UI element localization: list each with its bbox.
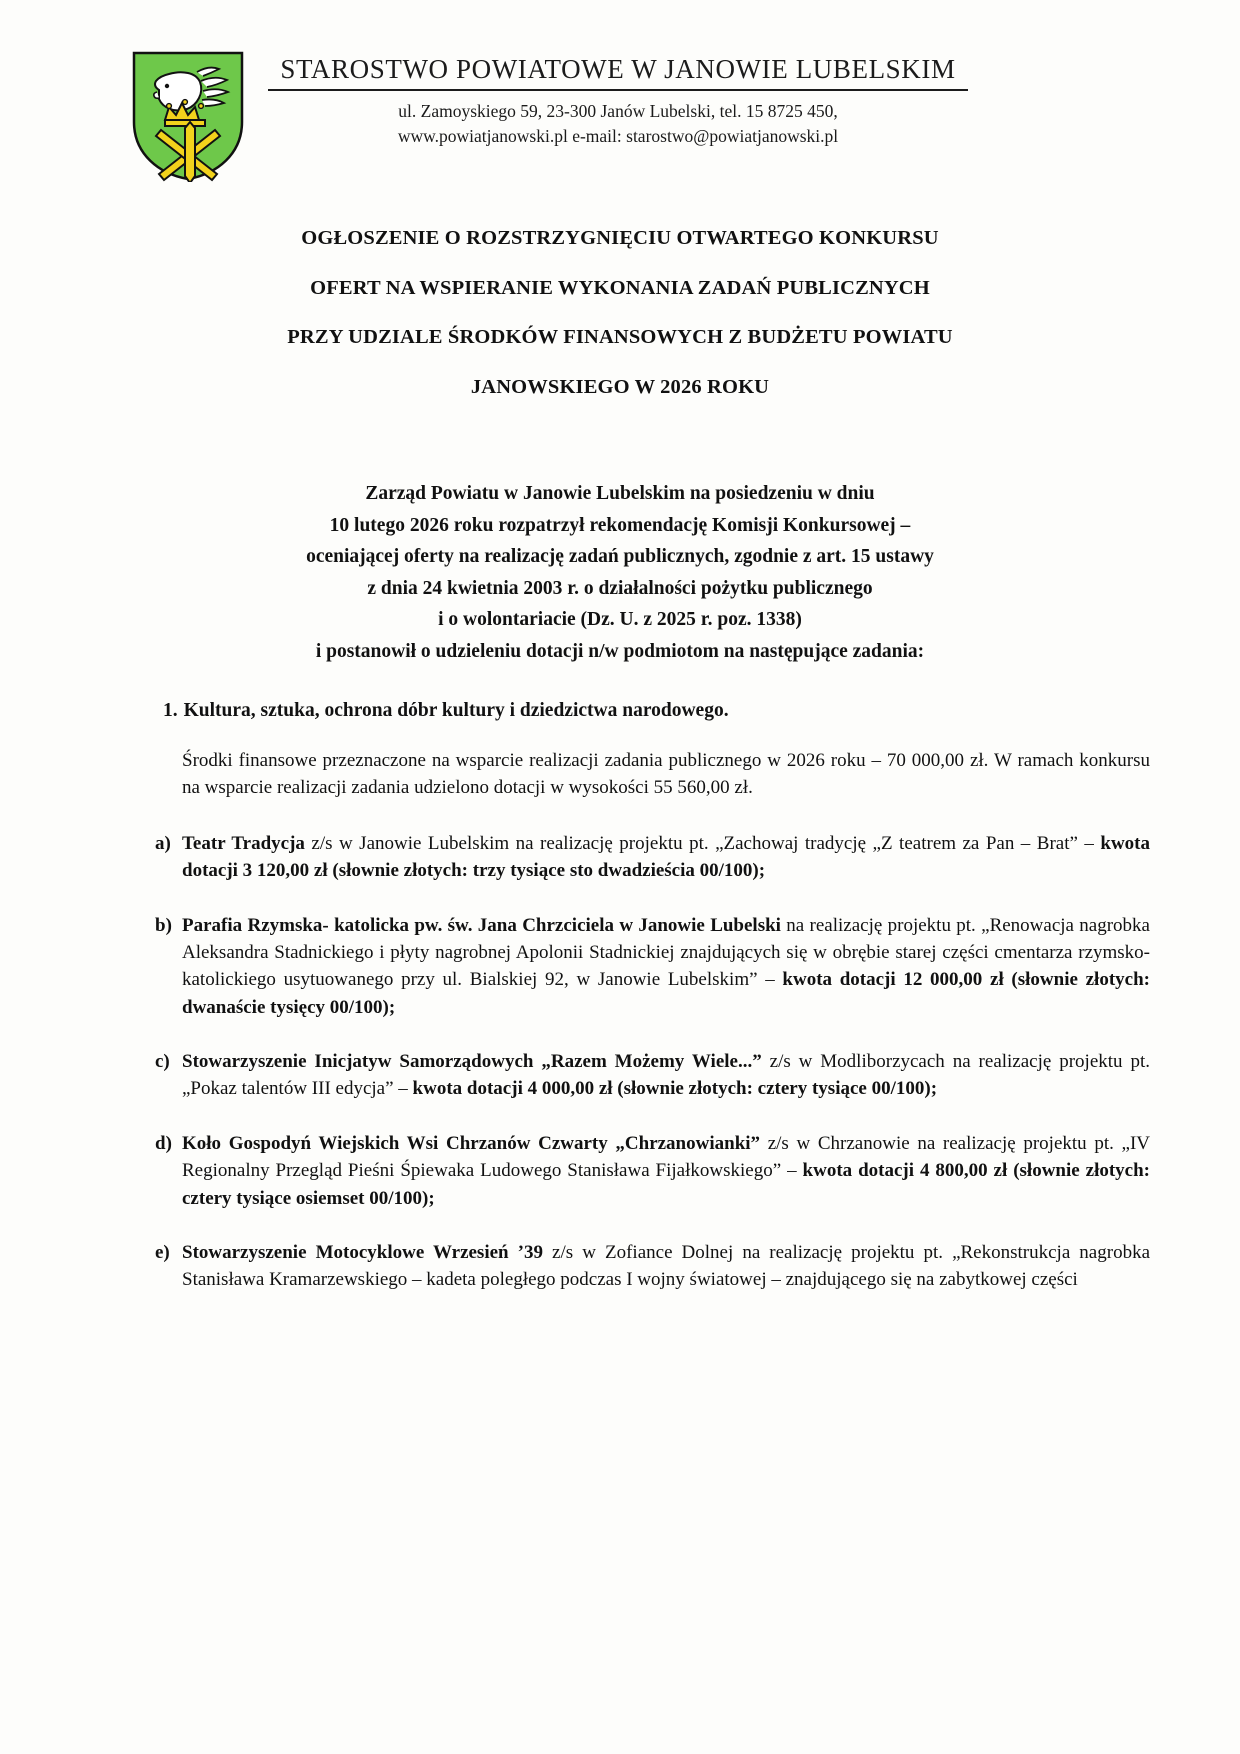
item-marker: a) (155, 832, 171, 854)
item-organization: Teatr Tradycja (182, 832, 305, 854)
section-title: Kultura, sztuka, ochrona dóbr kultury i dziedzictwa narodowego. (183, 700, 729, 721)
section-number: 1. (163, 700, 178, 721)
item-organization: Stowarzyszenie Motocyklowe Wrzesień ’39 (182, 1241, 543, 1263)
intro-paragraph (150, 478, 1090, 667)
title-line-3: PRZY UDZIALE ŚRODKÓW FINANSOWYCH Z BUDŻETU POWIATU (287, 326, 953, 348)
letterhead (0, 42, 1240, 192)
item-amount: kwota dotacji 12 000,00 zł (słownie złotych: dwanaście tysięcy 00/100); (182, 969, 1150, 1018)
intro-line-3: oceniającej oferty na realizację zadań publicznych, zgodnie z art. 15 ustawy (306, 546, 934, 568)
grant-item (0, 1130, 1240, 1212)
intro-line-5: i o wolontariacie (Dz. U. z 2025 r. poz. 1338) (438, 609, 802, 631)
item-marker: b) (155, 914, 172, 936)
title-line-1: OGŁOSZENIE O ROZSTRZYGNIĘCIU OTWARTEGO KONKURSU (301, 227, 939, 249)
item-description: z/s w Janowie Lubelskim na realizację projektu pt. „Zachowaj tradycję „Z teatrem za Pan – Brat” – (304, 832, 1101, 854)
item-amount: kwota dotacji 4 000,00 zł (słownie złotych: cztery tysiące 00/100); (412, 1078, 938, 1100)
item-amount: kwota dotacji 3 120,00 zł (słownie złotych: trzy tysiące sto dwadzieścia 00/100); (182, 832, 1150, 882)
grant-item (0, 1048, 1240, 1103)
contact-web-email: www.powiatjanowski.pl e-mail: starostwo@powiatjanowski.pl (397, 125, 839, 146)
item-organization: Koło Gospodyń Wiejskich Wsi Chrzanów Czwarty „Chrzanowianki” (182, 1132, 761, 1154)
item-description: na realizację projektu pt. „Renowacja nagrobka Aleksandra Stadnickiego i płyty nagrobnej Apolonii Stadnickiej znajdujących się w obrębie starej części cmentarza rzymsko-katolickiego usytuowanego przy ul. Bialskiej 92, w Janowie Lubelskim” – (182, 914, 1150, 991)
contact-address: ul. Zamoyskiego 59, 23-300 Janów Lubelski, tel. 15 8725 450, (398, 101, 838, 121)
organization-name: STAROSTWO POWIATOWE W JANOWIE LUBELSKIM (280, 54, 956, 84)
item-marker: d) (155, 1132, 172, 1154)
document-title (150, 228, 1090, 397)
intro-line-6: i postanowił o udzieleniu dotacji n/w podmiotom na następujące zadania: (315, 640, 925, 662)
item-description: z/s w Chrzanowie na realizację projektu pt. „IV Regionalny Przegląd Pieśni Śpiewaka Ludowego Stanisława Fijałkowskiego” – (182, 1132, 1150, 1182)
item-organization: Stowarzyszenie Inicjatyw Samorządowych „Razem Możemy Wiele...” (182, 1051, 762, 1073)
grant-item (0, 912, 1240, 1021)
section-funding-paragraph: Środki finansowe przeznaczone na wsparcie realizacji zadania publicznego w 2026 roku – 70 000,00 zł. W ramach konkursu na wsparcie realizacji zadania udzielono dotacji w wysokości 55 560,00 zł. (182, 750, 1150, 798)
item-description: z/s w Zofiance Dolnej na realizację projektu pt. „Rekonstrukcja nagrobka Stanisława Kramarzewskiego – kadeta poległego podczas I wojny światowej – znajdującego się na zabytkowej części (182, 1241, 1150, 1291)
grant-item (0, 1239, 1240, 1294)
section-heading (0, 700, 1240, 722)
intro-line-1: Zarząd Powiatu w Janowie Lubelskim na posiedzeniu w dniu (365, 483, 875, 504)
title-line-4: JANOWSKIEGO W 2026 ROKU (470, 375, 770, 398)
coat-of-arms-icon (131, 50, 245, 182)
item-marker: c) (155, 1051, 170, 1073)
header-divider (268, 89, 968, 91)
item-description: z/s w Modliborzycach na realizację projektu pt. „Pokaz talentów III edycja” – (182, 1051, 1150, 1100)
organization-block (268, 54, 968, 149)
intro-line-2: 10 lutego 2026 roku rozpatrzył rekomendację Komisji Konkursowej – (329, 514, 911, 536)
item-organization: Parafia Rzymska- katolicka pw. św. Jana Chrzciciela w Janowie Lubelski (182, 914, 781, 936)
title-line-2: OFERT NA WSPIERANIE WYKONANIA ZADAŃ PUBLICZNYCH (310, 276, 930, 299)
item-amount: kwota dotacji 4 800,00 zł (słownie złotych: cztery tysiące osiemset 00/100); (182, 1160, 1150, 1209)
document-body (0, 700, 1240, 1321)
grant-item (0, 830, 1240, 885)
item-marker: e) (155, 1241, 170, 1263)
intro-line-4: z dnia 24 kwietnia 2003 r. o działalności pożytku publicznego (367, 577, 873, 599)
